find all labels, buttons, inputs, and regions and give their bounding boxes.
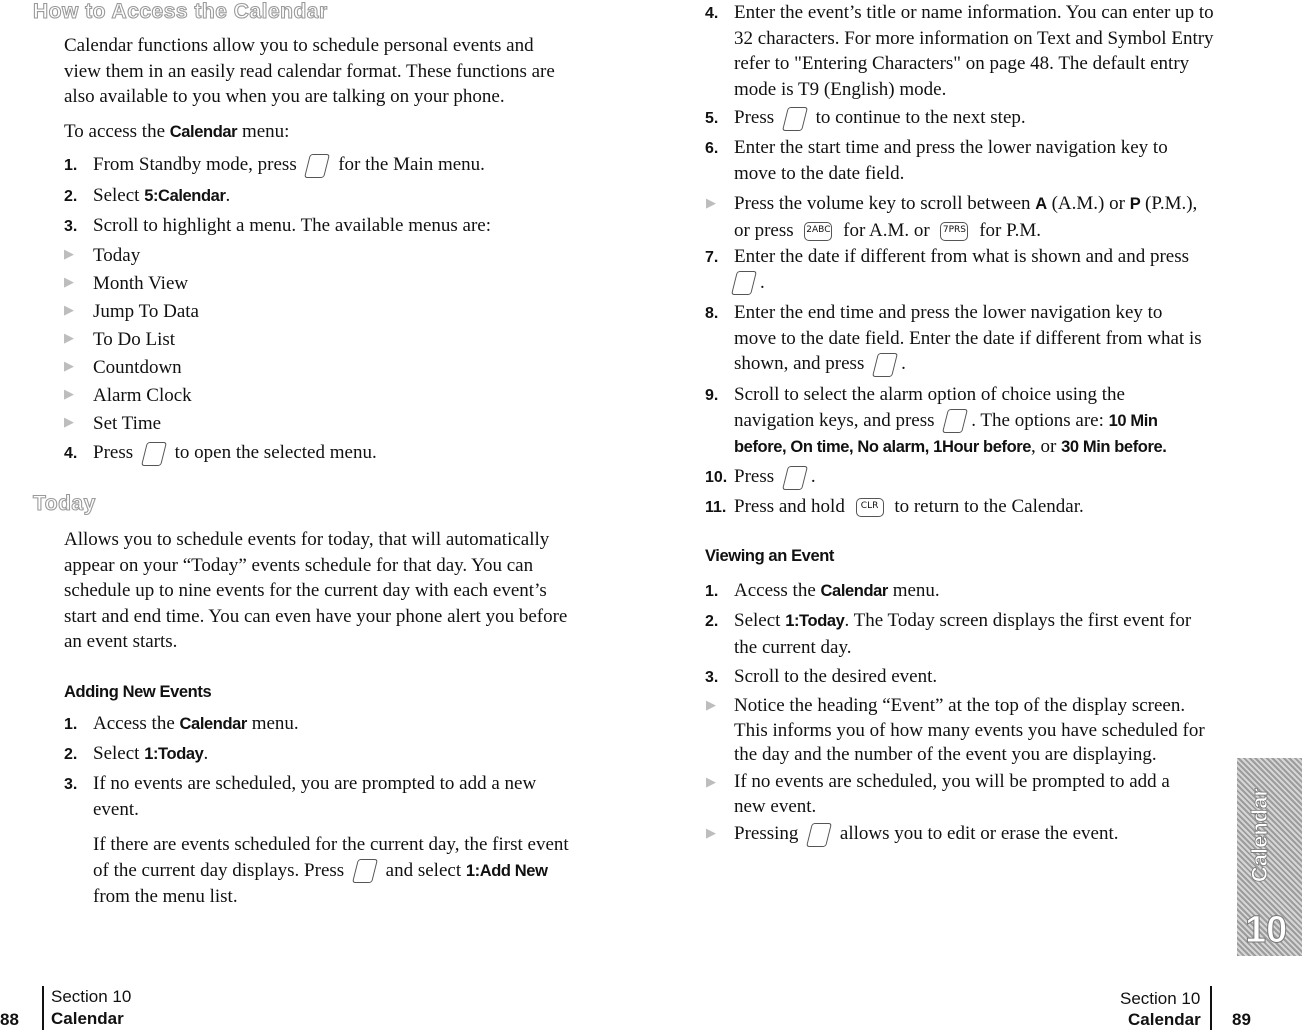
bullet-arrow-icon: ▶ bbox=[64, 247, 74, 262]
left-footer-section: Section 10 bbox=[51, 987, 132, 1006]
step-text: If no events are scheduled, you are prompted to add a new event. bbox=[93, 773, 537, 820]
step-number: 4. bbox=[64, 445, 78, 462]
step-text: Press and hold CLR to return to the Calendar. bbox=[734, 496, 1084, 517]
step-text: Access the Calendar menu. bbox=[734, 580, 940, 601]
ok-key-icon bbox=[782, 107, 808, 131]
right-footer-title: Calendar bbox=[1128, 1010, 1201, 1029]
ok-key-icon bbox=[782, 466, 808, 490]
step-text: Select 1:Today. The Today screen displays the first event for the current day. bbox=[734, 610, 1192, 658]
menu-key-icon bbox=[352, 859, 378, 883]
step-number: 3. bbox=[705, 669, 719, 686]
step-number: 11. bbox=[705, 499, 727, 516]
step-number: 7. bbox=[705, 249, 719, 266]
footer-divider bbox=[42, 986, 44, 1030]
left-footer-title: Calendar bbox=[51, 1009, 124, 1028]
bullet-arrow-icon: ▶ bbox=[706, 826, 716, 841]
step-text: Enter the date if different from what is shown and and press . bbox=[734, 244, 1214, 295]
menu-list-item: Countdown bbox=[93, 357, 182, 378]
step-number: 3. bbox=[64, 776, 78, 793]
section-heading-today: Today bbox=[33, 492, 96, 515]
ok-key-icon bbox=[731, 271, 757, 295]
menu-list-item: Set Time bbox=[93, 413, 162, 434]
right-footer-section: Section 10 bbox=[1120, 989, 1201, 1008]
key-7-icon: 7PRS bbox=[940, 222, 968, 241]
step-number: 1. bbox=[705, 583, 719, 600]
section-heading-access: How to Access the Calendar bbox=[33, 0, 328, 23]
menu-list-item: Today bbox=[93, 245, 141, 266]
step-number: 3. bbox=[64, 218, 78, 235]
chapter-tab-label: Calendar bbox=[1247, 788, 1272, 883]
bullet-arrow-icon: ▶ bbox=[706, 698, 716, 713]
step-text: Enter the event’s title or name information. You can enter up to 32 characters. For more information on Text and Symbol Entry refer to "Entering Characters" on page 48. The default entry mode is T9 (English) mode. bbox=[734, 2, 1214, 100]
step-text: Enter the start time and press the lower navigation key to move to the date field. bbox=[734, 137, 1168, 184]
step-number: 10. bbox=[705, 469, 728, 486]
access-line: To access the Calendar menu: bbox=[64, 121, 290, 142]
step-text: Scroll to the desired event. bbox=[734, 666, 938, 687]
step-text: Select 1:Today. bbox=[93, 743, 209, 764]
right-page-number: 89 bbox=[1232, 1010, 1251, 1029]
ok-key-icon bbox=[872, 353, 898, 377]
bullet-arrow-icon: ▶ bbox=[64, 331, 74, 346]
add-note-paragraph: If there are events scheduled for the current day, the first event of the current day displays. Press and select 1:Add New from the menu list. bbox=[93, 834, 569, 907]
footer-divider bbox=[1210, 986, 1212, 1030]
step-number: 8. bbox=[705, 305, 719, 322]
menu-list-item: To Do List bbox=[93, 329, 176, 350]
menu-key-icon bbox=[806, 823, 832, 847]
step-text: Press to open the selected menu. bbox=[93, 440, 377, 466]
chapter-tab-number: 10 bbox=[1245, 909, 1288, 951]
menu-list-item: Jump To Data bbox=[93, 301, 199, 322]
step-number: 2. bbox=[705, 613, 719, 630]
step-number: 1. bbox=[64, 716, 78, 733]
chapter-tab bbox=[1237, 758, 1302, 956]
adding-events-heading: Adding New Events bbox=[64, 683, 212, 701]
step-number: 9. bbox=[705, 387, 719, 404]
ok-key-icon bbox=[942, 409, 968, 433]
bullet-arrow-icon: ▶ bbox=[64, 303, 74, 318]
step-text: Press . bbox=[734, 464, 816, 490]
left-page-number: 88 bbox=[0, 1010, 19, 1029]
step-text: Select 5:Calendar. bbox=[93, 185, 231, 206]
bullet-arrow-icon: ▶ bbox=[706, 775, 716, 790]
step-text: Access the Calendar menu. bbox=[93, 713, 299, 734]
step-text: Enter the end time and press the lower navigation key to move to the date field. Enter the date if different from what is shown, and press . bbox=[734, 300, 1204, 377]
intro-paragraph: Calendar functions allow you to schedule personal events and view them in an easily read calendar format. These functions are also available to you when you are talking on your phone. bbox=[64, 35, 555, 107]
step-text: Press to continue to the next step. bbox=[734, 105, 1026, 131]
bullet-arrow-icon: ▶ bbox=[64, 359, 74, 374]
step-text: Scroll to highlight a menu. The available menus are: bbox=[93, 215, 492, 236]
bullet-arrow-icon: ▶ bbox=[64, 415, 74, 430]
step-number: 4. bbox=[705, 5, 719, 22]
note-item: Pressing allows you to edit or erase the event. bbox=[734, 821, 1119, 847]
volume-note: Press the volume key to scroll between A (A.M.) or P (P.M.), or press 2ABC for A.M. or 7PRS for P.M. bbox=[734, 193, 1198, 241]
bullet-arrow-icon: ▶ bbox=[706, 196, 716, 211]
note-item: If no events are scheduled, you will be prompted to add a new event. bbox=[734, 771, 1170, 817]
menu-list-item: Alarm Clock bbox=[93, 385, 192, 406]
note-item: Notice the heading “Event” at the top of the display screen. This informs you of how many events you have scheduled for the day and the number of the event you are displaying. bbox=[734, 695, 1205, 765]
step-number: 2. bbox=[64, 746, 78, 763]
menu-list-item: Month View bbox=[93, 273, 189, 294]
ok-key-icon bbox=[141, 442, 167, 466]
step-number: 2. bbox=[64, 188, 78, 205]
bullet-arrow-icon: ▶ bbox=[64, 387, 74, 402]
viewing-event-heading: Viewing an Event bbox=[705, 547, 834, 565]
step-number: 6. bbox=[705, 140, 719, 157]
step-number: 1. bbox=[64, 157, 78, 174]
key-2-icon: 2ABC bbox=[804, 222, 832, 241]
step-text: Scroll to select the alarm option of choice using the navigation keys, and press . The options are: 10 Min before, On time, No alarm, 1Hour before, or 30 Min before. bbox=[734, 384, 1167, 457]
today-paragraph: Allows you to schedule events for today, that will automatically appear on your “Today” events schedule for that day. You can schedule up to nine events for the current day with each event’s start and end time. You can even have your phone alert you before an event starts. bbox=[64, 529, 568, 652]
clr-key-icon: CLR bbox=[856, 498, 884, 517]
menu-key-icon bbox=[304, 154, 330, 178]
step-number: 5. bbox=[705, 110, 719, 127]
step-text: From Standby mode, press for the Main menu. bbox=[93, 152, 485, 178]
bullet-arrow-icon: ▶ bbox=[64, 275, 74, 290]
